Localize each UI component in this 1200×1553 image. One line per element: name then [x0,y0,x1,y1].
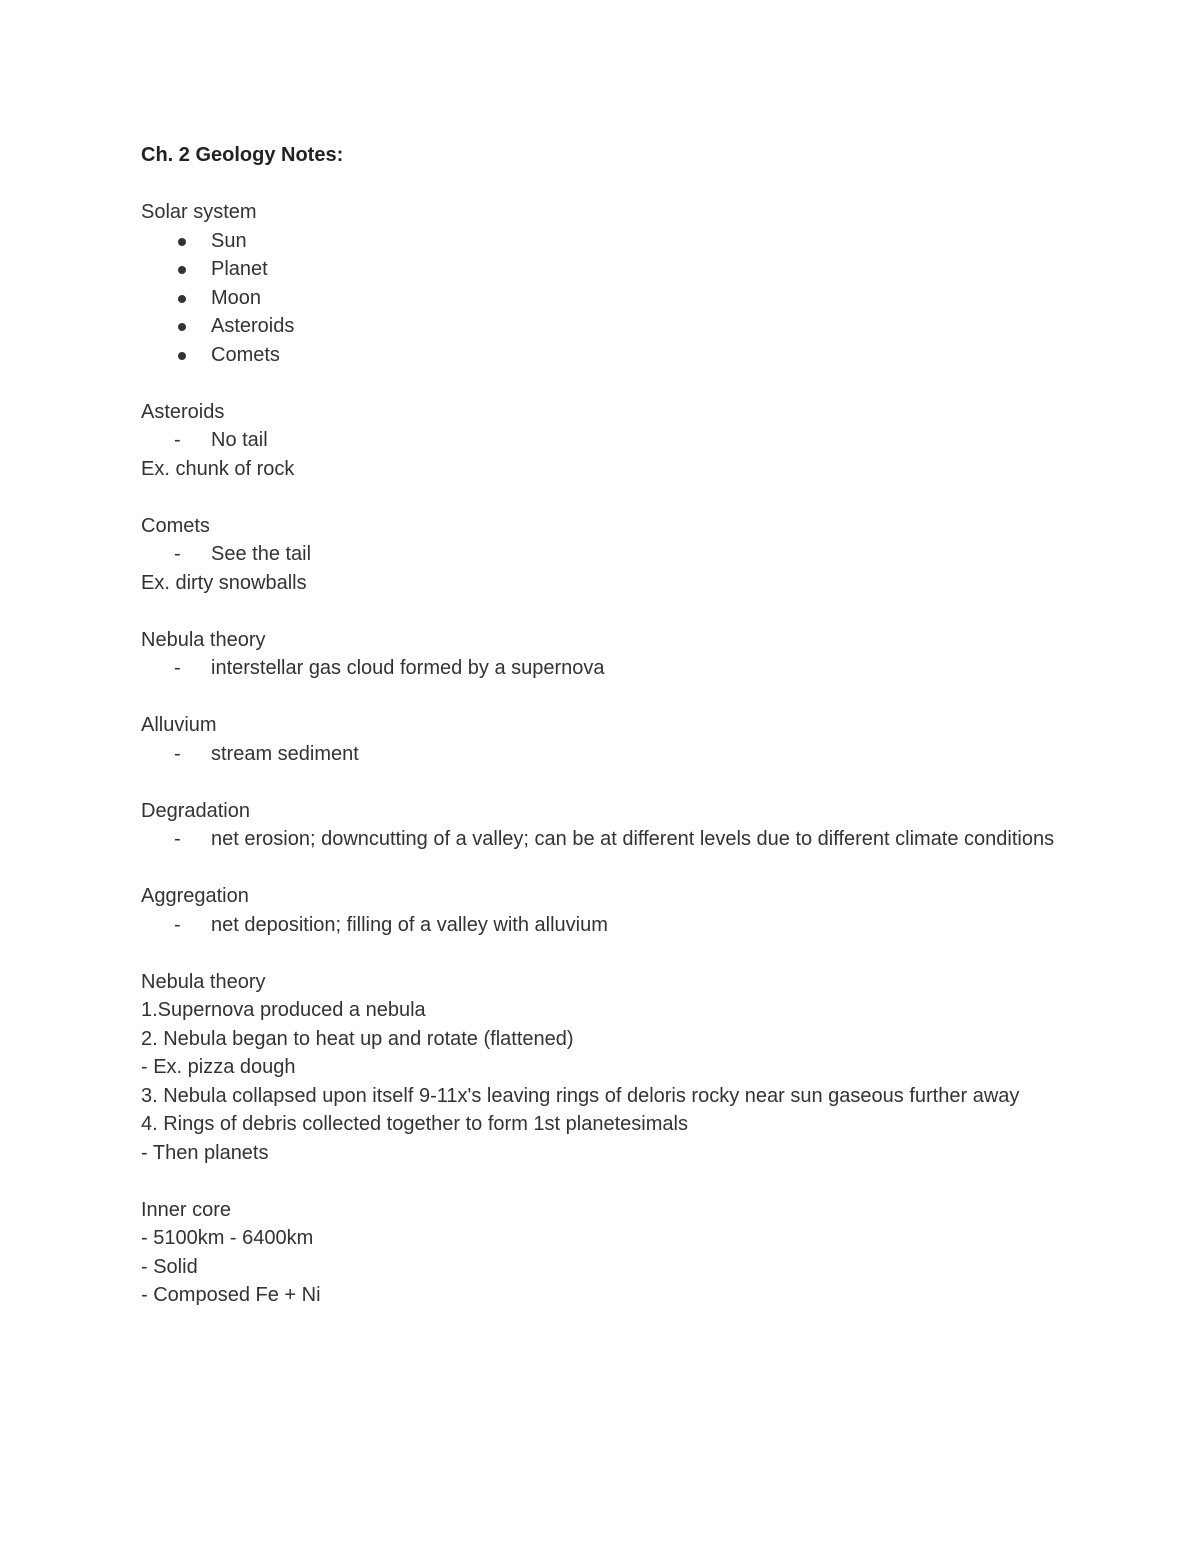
section-heading-inner-core: Inner core [141,1198,232,1221]
dash-item: - stream sediment [141,740,1061,769]
dash-item: - interstellar gas cloud formed by a supernova [141,654,1061,683]
bullet-icon [178,323,186,331]
spacer [141,854,1061,883]
example-line: Ex. dirty snowballs [141,571,307,594]
spacer [141,170,1061,199]
section-heading-alluvium: Alluvium [141,714,217,736]
note-line: 3. Nebula collapsed upon itself 9-11x's leaving rings of deloris rocky near sun gaseous further away [141,1084,1020,1107]
bullet-icon [178,238,186,246]
page-title: Ch. 2 Geology Notes: [141,144,344,166]
note-line: - Composed Fe + Ni [141,1284,321,1306]
note-line: 1.Supernova produced a nebula [141,999,426,1021]
bullet-item: Sun [141,227,1061,256]
dash-item: - net erosion; downcutting of a valley; can be at different levels due to different climate conditions [141,825,1061,854]
section-heading-degradation: Degradation [141,799,250,822]
dash-item: - No tail [141,426,1061,455]
bullet-icon [178,352,186,360]
section-heading-solar-system: Solar system [141,201,257,223]
dash-marker: - [174,742,181,765]
document-page [141,141,1061,1310]
dash-marker: - [174,657,181,679]
section-heading-nebula-steps: Nebula theory [141,970,266,993]
spacer [141,683,1061,712]
bullet-item: Comets [141,341,1061,370]
section-heading-asteroids: Asteroids [141,400,225,423]
note-line: 2. Nebula began to heat up and rotate (flattened) [141,1027,574,1050]
example-line: Ex. chunk of rock [141,457,295,480]
section-heading-comets: Comets [141,514,210,537]
spacer [141,768,1061,797]
bullet-icon [178,266,186,274]
note-line: - Ex. pizza dough [141,1056,296,1078]
spacer [141,483,1061,512]
dash-marker: - [174,828,181,850]
section-heading-aggregation: Aggregation [141,885,249,907]
note-line: - Then planets [141,1141,269,1164]
spacer [141,939,1061,968]
bullet-item: Planet [141,255,1061,284]
section-heading-nebula-theory: Nebula theory [141,628,266,651]
dash-item: - See the tail [141,540,1061,569]
spacer [141,369,1061,398]
dash-marker: - [174,913,181,936]
note-line: 4. Rings of debris collected together to form 1st planetesimals [141,1113,688,1135]
dash-marker: - [174,543,181,565]
bullet-icon [178,295,186,303]
note-line: - Solid [141,1255,198,1278]
dash-marker: - [174,429,181,451]
bullet-item: Moon [141,284,1061,313]
bullet-item: Asteroids [141,312,1061,341]
dash-item: - net deposition; filling of a valley with alluvium [141,911,1061,940]
spacer [141,1167,1061,1196]
note-line: - 5100km - 6400km [141,1227,314,1249]
spacer [141,597,1061,626]
